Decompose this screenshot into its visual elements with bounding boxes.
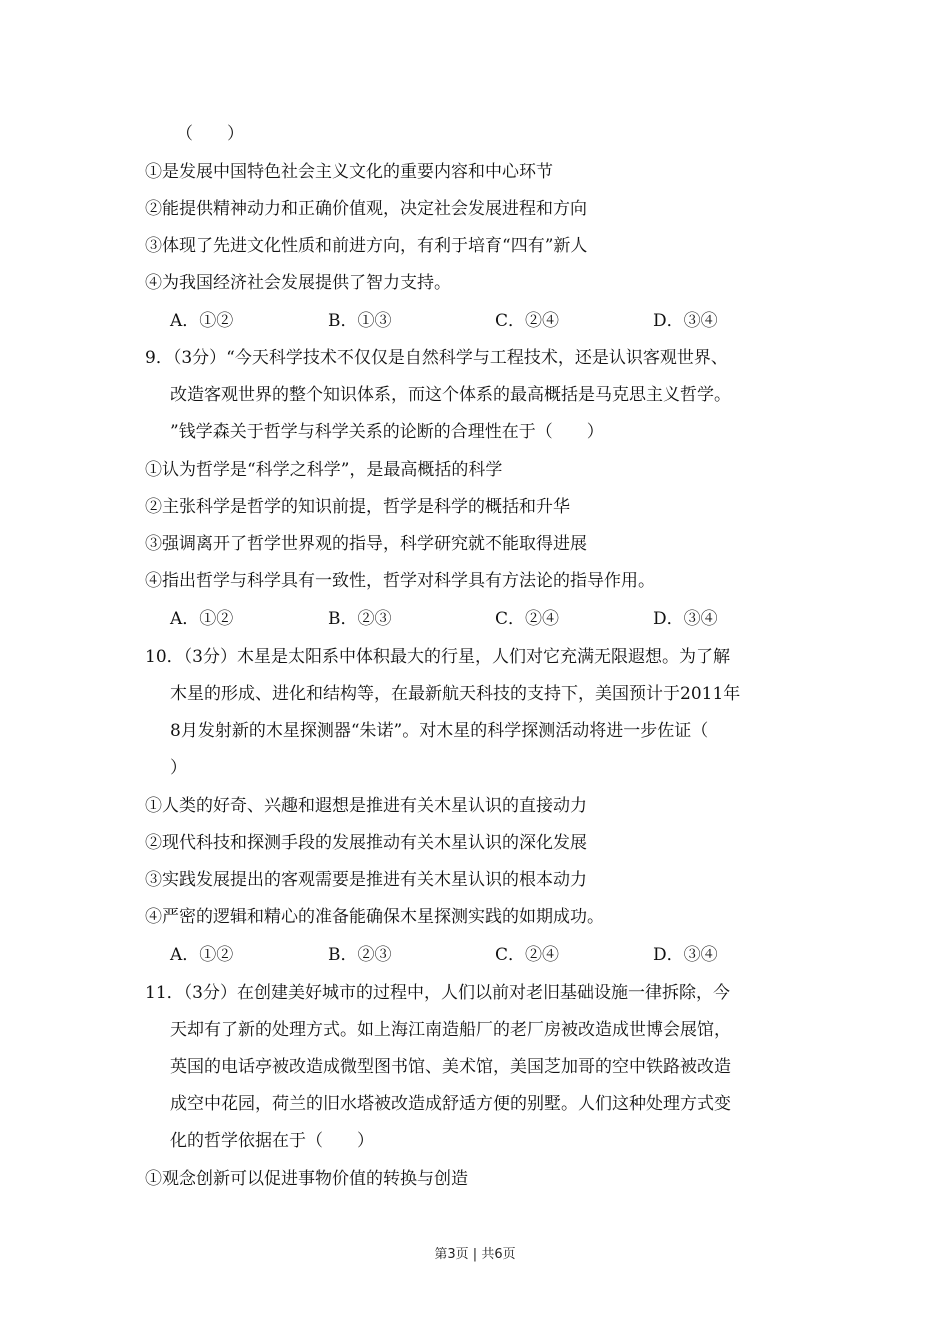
- q10-item-3: ③实践发展提出的客观需要是推进有关木星认识的根本动力: [145, 870, 587, 890]
- q11-stem-line-1: 11．（3分）在创建美好城市的过程中，人们以前对老旧基础设施一律拆除，今: [145, 983, 730, 1003]
- page-footer: 第3页 | 共6页: [434, 1247, 516, 1262]
- q8-option-b: B．①③: [328, 311, 392, 331]
- q9-item-4: ④指出哲学与科学具有一致性，哲学对科学具有方法论的指导作用。: [145, 571, 655, 591]
- q8-item-4: ④为我国经济社会发展提供了智力支持。: [145, 273, 451, 293]
- q10-option-c: C．②④: [495, 945, 560, 965]
- q10-stem-line-4: ）: [170, 758, 187, 778]
- q11-item-1: ①观念创新可以促进事物价值的转换与创造: [145, 1169, 468, 1189]
- q10-item-2: ②现代科技和探测手段的发展推动有关木星认识的深化发展: [145, 833, 587, 853]
- q10-stem-line-1: 10．（3分）木星是太阳系中体积最大的行星，人们对它充满无限遐想。为了解: [145, 647, 730, 667]
- q8-item-1: ①是发展中国特色社会主义文化的重要内容和中心环节: [145, 162, 553, 182]
- q10-option-a: A．①②: [170, 945, 234, 965]
- q9-option-c: C．②④: [495, 609, 560, 629]
- q9-option-a: A．①②: [170, 609, 234, 629]
- q8-option-a: A．①②: [170, 311, 234, 331]
- q9-item-1: ①认为哲学是“科学之科学”，是最高概括的科学: [145, 460, 503, 480]
- q9-stem-line-1: 9．（3分）“今天科学技术不仅仅是自然科学与工程技术，还是认识客观世界、: [145, 348, 728, 368]
- q10-stem-line-2: 木星的形成、进化和结构等，在最新航天科技的支持下，美国预计于2011年: [170, 684, 741, 704]
- q10-item-1: ①人类的好奇、兴趣和遐想是推进有关木星认识的直接动力: [145, 796, 587, 816]
- q9-option-d: D．③④: [653, 609, 718, 629]
- q9-item-3: ③强调离开了哲学世界观的指导，科学研究就不能取得进展: [145, 534, 587, 554]
- q11-stem-line-4: 成空中花园，荷兰的旧水塔被改造成舒适方便的别墅。人们这种处理方式变: [170, 1094, 731, 1114]
- q9-stem-line-3: ”钱学森关于哲学与科学关系的论断的合理性在于（ ）: [170, 422, 604, 442]
- q9-option-b: B．②③: [328, 609, 392, 629]
- q11-stem-line-2: 天却有了新的处理方式。如上海江南造船厂的老厂房被改造成世博会展馆，: [170, 1020, 731, 1040]
- q10-option-d: D．③④: [653, 945, 718, 965]
- q8-stem-end: （ ）: [176, 124, 244, 144]
- q10-option-b: B．②③: [328, 945, 392, 965]
- q10-item-4: ④严密的逻辑和精心的准备能确保木星探测实践的如期成功。: [145, 907, 604, 927]
- q11-stem-line-3: 英国的电话亭被改造成微型图书馆、美术馆，美国芝加哥的空中铁路被改造: [170, 1057, 731, 1077]
- q11-stem-line-5: 化的哲学依据在于（ ）: [170, 1131, 374, 1151]
- q9-item-2: ②主张科学是哲学的知识前提，哲学是科学的概括和升华: [145, 497, 570, 517]
- q8-item-3: ③体现了先进文化性质和前进方向，有利于培育“四有”新人: [145, 236, 588, 256]
- q8-option-d: D．③④: [653, 311, 718, 331]
- q8-item-2: ②能提供精神动力和正确价值观，决定社会发展进程和方向: [145, 199, 587, 219]
- q10-stem-line-3: 8月发射新的木星探测器“朱诺”。对木星的科学探测活动将进一步佐证（: [170, 721, 709, 741]
- q8-option-c: C．②④: [495, 311, 560, 331]
- q9-stem-line-2: 改造客观世界的整个知识体系，而这个体系的最高概括是马克思主义哲学。: [170, 385, 731, 405]
